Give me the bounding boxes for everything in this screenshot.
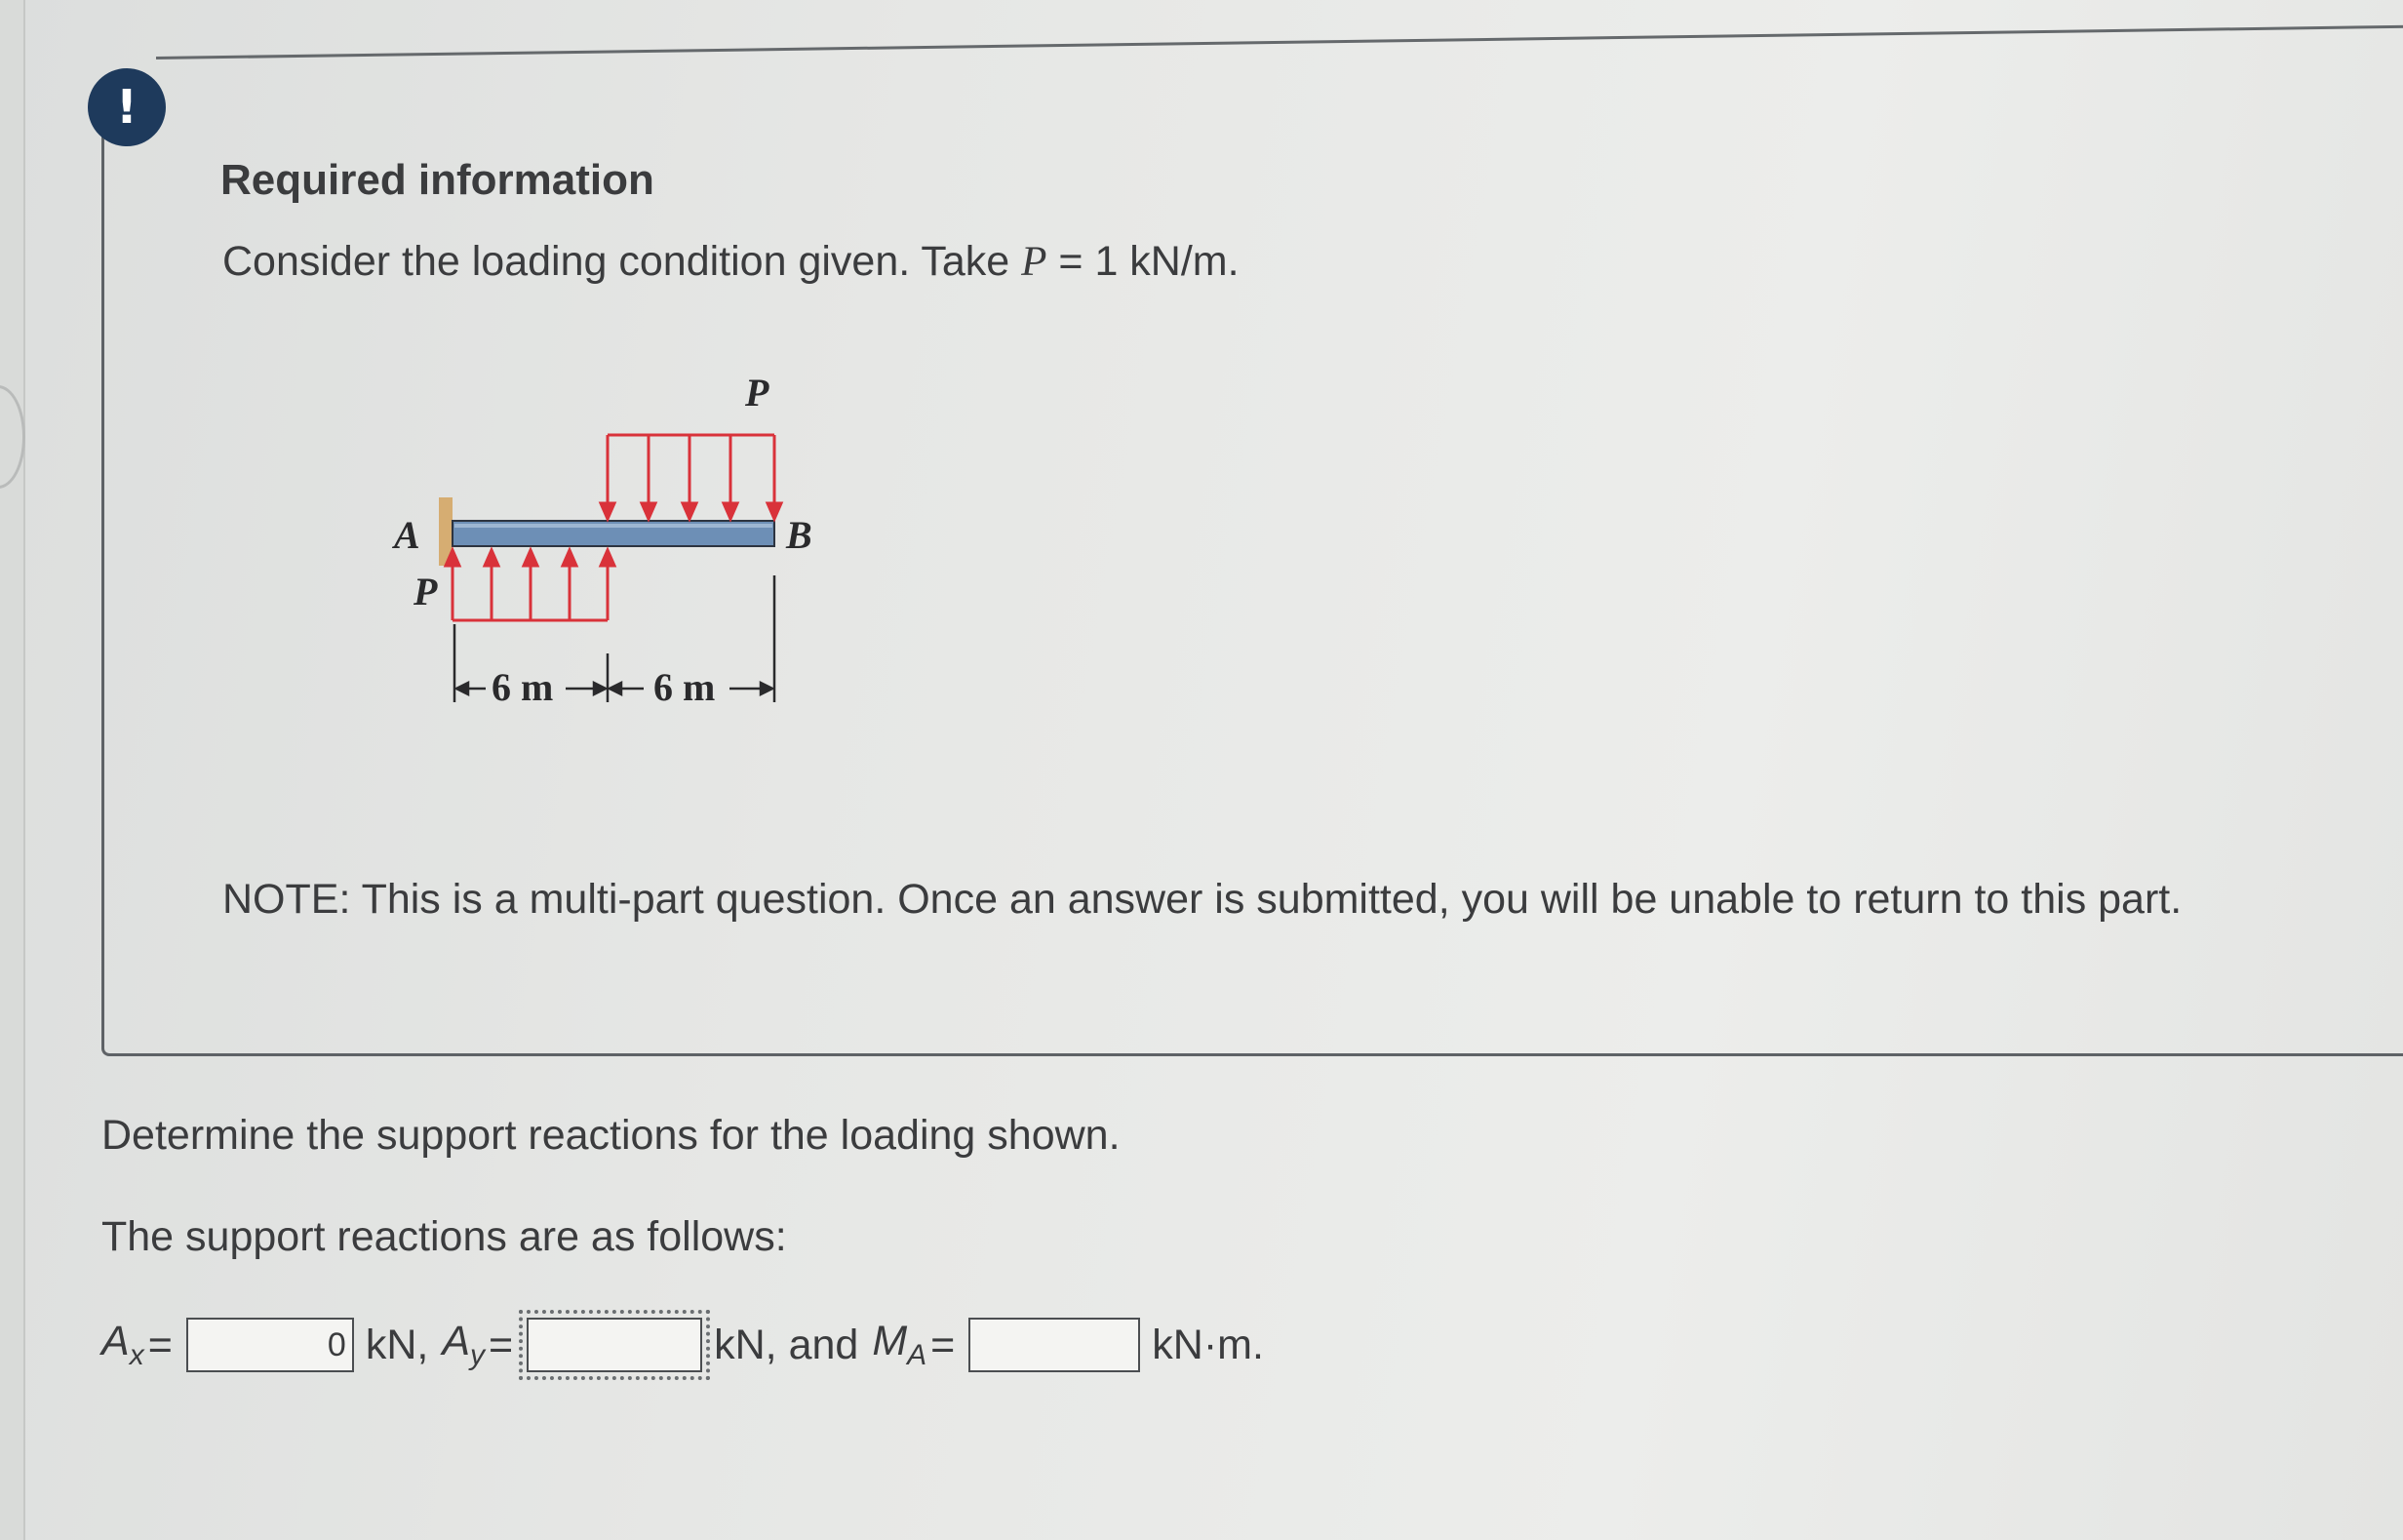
loading-prompt	[222, 238, 1240, 286]
reactions-intro-text: The support reactions are as follows:	[101, 1213, 787, 1260]
ay-equals: =	[489, 1321, 514, 1368]
ax-symbol: A	[101, 1318, 130, 1364]
required-information-title: Required information	[220, 156, 654, 204]
ay-input[interactable]	[527, 1318, 702, 1372]
ax-subscript: x	[129, 1339, 144, 1371]
dimension-right-label: 6 m	[653, 665, 716, 709]
label-a: A	[394, 513, 420, 557]
bottom-distributed-load	[446, 550, 614, 620]
alert-icon: !	[88, 68, 166, 146]
ay-symbol: A	[442, 1318, 470, 1364]
prompt-variable: P	[1021, 239, 1047, 285]
left-panel-edge	[0, 0, 25, 1540]
ax-label	[101, 1318, 144, 1372]
label-b: B	[786, 513, 812, 557]
label-p-top: P	[745, 371, 769, 415]
answer-row	[101, 1313, 1264, 1377]
ma-label	[872, 1318, 926, 1372]
dimension-left-label: 6 m	[492, 665, 554, 709]
prompt-text-before: Consider the loading condition given. Take	[222, 238, 1022, 285]
ax-equals: =	[147, 1321, 173, 1368]
label-p-bottom: P	[414, 570, 438, 613]
prompt-text-after: = 1 kN/m.	[1046, 238, 1240, 285]
ma-subscript: A	[907, 1339, 927, 1371]
top-distributed-load	[601, 435, 781, 519]
ax-unit: kN,	[365, 1321, 429, 1368]
ay-label	[442, 1318, 485, 1372]
beam-loading-diagram	[371, 332, 1053, 761]
question-text: Determine the support reactions for the loading shown.	[101, 1112, 1121, 1159]
ma-unit: kN·m.	[1152, 1321, 1264, 1368]
ay-subscript: y	[470, 1339, 485, 1371]
ay-unit: kN, and	[714, 1321, 859, 1368]
multipart-note: NOTE: This is a multi-part question. Once an answer is submitted, you will be unable to return to this part.	[222, 876, 2183, 923]
ma-equals: =	[930, 1321, 956, 1368]
ma-input[interactable]	[968, 1318, 1140, 1372]
ma-symbol: M	[872, 1318, 908, 1364]
ax-input[interactable]	[186, 1318, 354, 1372]
